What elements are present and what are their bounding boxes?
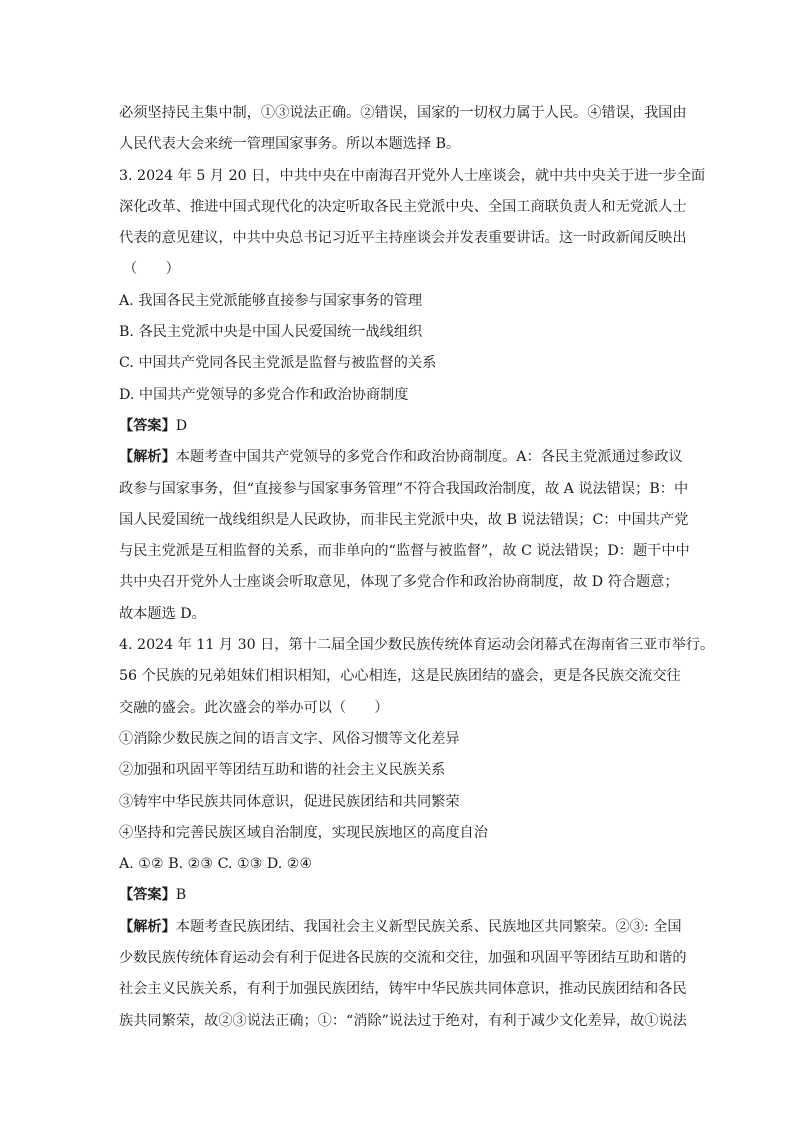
answer-line bbox=[119, 880, 679, 911]
text-line: 56 个民族的兄弟姐妹们相识相知，心心相连，这是民族团结的盛会，更是各民族交流交往 bbox=[119, 668, 681, 685]
answer-value: D bbox=[175, 417, 188, 434]
statement-2: ②加强和巩固平等团结互助和谐的社会主义民族关系 bbox=[119, 762, 446, 779]
text-line: 与民主党派是互相监督的关系，而非单向的“监督与被监督”，故 C 说法错误；D：题干中中 bbox=[119, 543, 690, 560]
document-page bbox=[119, 98, 715, 1037]
answer-line bbox=[119, 411, 679, 442]
option-b: B. 各民主党派中央是中国人民爱国统一战线组织 bbox=[119, 324, 423, 341]
analysis-line bbox=[119, 442, 683, 473]
statement-4: ④坚持和完善民族区域自治制度，实现民族地区的高度自治 bbox=[119, 824, 488, 841]
analysis-text: 本题考查中国共产党领导的多党合作和政治协商制度。A：各民主党派通过参政议 bbox=[175, 449, 683, 466]
option-c: C. 中国共产党同各民主党派是监督与被监督的关系 bbox=[119, 355, 437, 372]
options-line: A. ①② B. ②③ C. ①③ D. ②④ bbox=[119, 856, 313, 873]
answer-blank: （ ） bbox=[123, 261, 180, 278]
text-line: 必须坚持民主集中制，①③说法正确。②错误，国家的一切权力属于人民。④错误，我国由 bbox=[119, 105, 687, 121]
option-a: A. 我国各民主党派能够直接参与国家事务的管理 bbox=[119, 292, 423, 309]
statement-3: ③铸牢中华民族共同体意识，促进民族团结和共同繁荣 bbox=[119, 793, 460, 810]
text-line: 少数民族传统体育运动会有利于促进各民族的交流和交往，加强和巩固平等团结互助和谐的 bbox=[119, 950, 687, 967]
answer-value: B bbox=[175, 887, 187, 904]
text-line: 族共同繁荣，故②③说法正确；①：“消除”说法过于绝对，有利于减少文化差异，故①说法 bbox=[119, 1012, 687, 1029]
text-line: 国人民爱国统一战线组织是人民政协，而非民主党派中央，故 B 说法错误；C：中国共产党 bbox=[119, 511, 689, 528]
analysis-line bbox=[119, 912, 682, 943]
text-line: 社会主义民族关系，有利于加强民族团结，铸牢中华民族共同体意识，推动民族团结和各民 bbox=[119, 981, 687, 998]
answer-label: 【答案】 bbox=[119, 417, 176, 434]
text-line: 共中央召开党外人士座谈会听取意见，体现了多党合作和政治协商制度，故 D 符合题意； bbox=[119, 574, 679, 591]
text-line: 政参与国家事务，但“直接参与国家事务管理”不符合我国政治制度，故 A 说法错误；B：中 bbox=[119, 480, 689, 497]
question-3-stem: 3. 2024 年 5 月 20 日，中共中央在中南海召开党外人士座谈会，就中共中央关于进一步全面 bbox=[119, 167, 706, 184]
text-line: 深化改革、推进中国式现代化的决定听取各民主党派中央、全国工商联负责人和无党派人士 bbox=[119, 198, 687, 215]
text-line: 故本题选 D。 bbox=[119, 605, 206, 622]
text-line: 代表的意见建议，中共中央总书记习近平主持座谈会并发表重要讲话。这一时政新闻反映出 bbox=[119, 230, 687, 247]
text-line: 人民代表大会来统一管理国家事务。所以本题选择 B。 bbox=[119, 136, 461, 153]
statement-1: ①消除少数民族之间的语言文字、风俗习惯等文化差异 bbox=[119, 730, 460, 747]
question-4-stem: 4. 2024 年 11 月 30 日，第十二届全国少数民族传统体育运动会闭幕式在海南省三亚市举行。 bbox=[119, 637, 715, 654]
answer-label: 【答案】 bbox=[119, 887, 176, 904]
analysis-text: 本题考查民族团结、我国社会主义新型民族关系、民族地区共同繁荣。②③: 全国 bbox=[175, 918, 682, 935]
option-d: D. 中国共产党领导的多党合作和政治协商制度 bbox=[119, 386, 409, 403]
analysis-label: 【解析】 bbox=[119, 449, 176, 466]
analysis-label: 【解析】 bbox=[119, 918, 176, 935]
text-line: 交融的盛会。此次盛会的举办可以（ ） bbox=[119, 699, 389, 716]
